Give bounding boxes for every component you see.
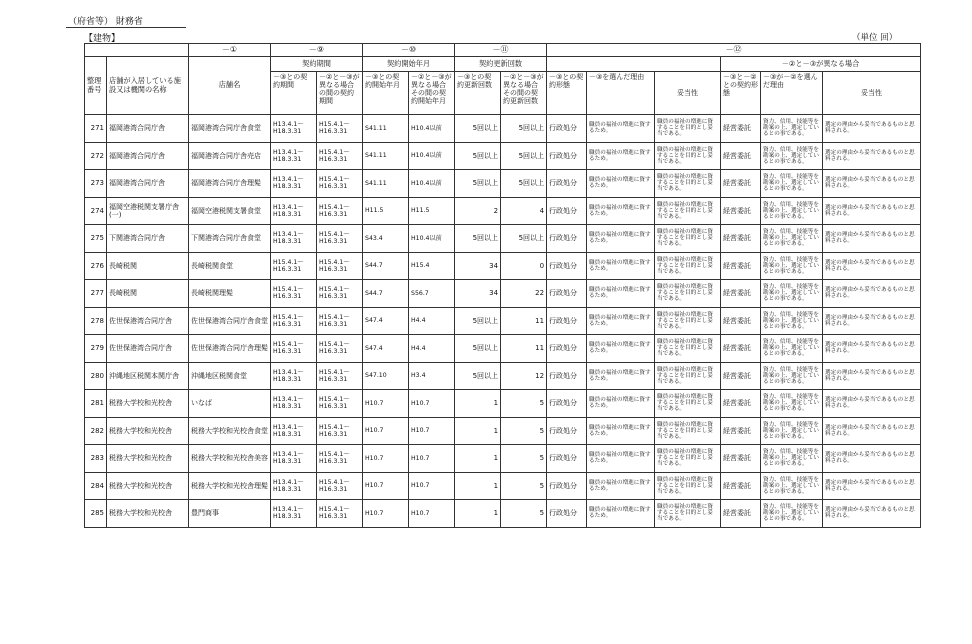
cell-start-23: S56.7 xyxy=(409,280,455,308)
cell-validity-2: 選定の理由から妥当であるものと思料される。 xyxy=(823,142,921,170)
cell-facility-name: 福岡港湾合同庁舎 xyxy=(107,142,189,170)
cell-store-name: 福岡港湾合同庁舎理髪 xyxy=(189,170,271,198)
cell-reason-3: 職員の福祉の増進に資するため。 xyxy=(587,417,655,445)
cell-row-number: 279 xyxy=(85,335,107,363)
cell-facility-name: 下関港湾合同庁舎 xyxy=(107,225,189,253)
cell-form-23: 経営委託 xyxy=(721,115,761,143)
cell-period-3: H13.4.1～H18.3.31 xyxy=(271,115,317,143)
cell-validity-2: 選定の理由から妥当であるものと思料される。 xyxy=(823,472,921,500)
header-renew-3: －③との契約更新回数 xyxy=(455,72,501,115)
table-row xyxy=(85,280,921,308)
cell-reason-23: 資力、信用、技能等を勘案の上、選定しているとの事である。 xyxy=(761,472,823,500)
table-row xyxy=(85,500,921,528)
cell-row-number: 283 xyxy=(85,445,107,473)
cell-renew-23: 0 xyxy=(501,252,547,280)
cell-validity: 職員の福祉の増進に資することを目的とし妥当である。 xyxy=(655,417,721,445)
cell-store-name: 下関港湾合同庁舎食堂 xyxy=(189,225,271,253)
cell-start-23: H10.7 xyxy=(409,417,455,445)
cell-renew-3: 1 xyxy=(455,472,501,500)
header-diff: －②と－③が異なる場合 xyxy=(721,57,921,72)
cell-form-3: 行政処分 xyxy=(547,307,587,335)
cell-start-3: H11.5 xyxy=(363,197,409,225)
cell-period-23: H15.4.1～H16.3.31 xyxy=(317,417,363,445)
cell-validity-2: 選定の理由から妥当であるものと思料される。 xyxy=(823,225,921,253)
cell-validity-2: 選定の理由から妥当であるものと思料される。 xyxy=(823,417,921,445)
cell-renew-23: 5回以上 xyxy=(501,225,547,253)
table-row xyxy=(85,197,921,225)
cell-form-23: 経営委託 xyxy=(721,362,761,390)
cell-row-number: 285 xyxy=(85,500,107,528)
cell-period-3: H13.4.1～H18.3.31 xyxy=(271,417,317,445)
cell-form-23: 経営委託 xyxy=(721,197,761,225)
cell-store-name: 税務大学校和光校舎理髪 xyxy=(189,472,271,500)
cell-reason-3: 職員の福祉の増進に資するため。 xyxy=(587,252,655,280)
cell-form-23: 経営委託 xyxy=(721,307,761,335)
cell-form-3: 行政処分 xyxy=(547,142,587,170)
cell-validity-2: 選定の理由から妥当であるものと思料される。 xyxy=(823,252,921,280)
cell-period-3: H13.4.1～H18.3.31 xyxy=(271,142,317,170)
cell-form-3: 行政処分 xyxy=(547,280,587,308)
cell-form-3: 行政処分 xyxy=(547,390,587,418)
cell-reason-23: 資力、信用、技能等を勘案の上、選定しているとの事である。 xyxy=(761,390,823,418)
table-row xyxy=(85,362,921,390)
cell-facility-name: 長崎税関 xyxy=(107,280,189,308)
cell-period-23: H15.4.1～H16.3.31 xyxy=(317,225,363,253)
cell-form-3: 行政処分 xyxy=(547,252,587,280)
cell-period-23: H15.4.1～H16.3.31 xyxy=(317,252,363,280)
table-row xyxy=(85,252,921,280)
cell-period-23: H15.4.1～H16.3.31 xyxy=(317,500,363,528)
header-period-23: －②と－③が異なる場合の間の契約期間 xyxy=(317,72,363,115)
cell-renew-23: 12 xyxy=(501,362,547,390)
cell-store-name: 福岡港湾合同庁舎食堂 xyxy=(189,115,271,143)
cell-reason-23: 資力、信用、技能等を勘案の上、選定しているとの事である。 xyxy=(761,225,823,253)
cell-facility-name: 税務大学校和光校舎 xyxy=(107,472,189,500)
cell-renew-23: 5回以上 xyxy=(501,170,547,198)
cell-facility-name: 佐世保港湾合同庁舎 xyxy=(107,307,189,335)
cell-start-23: H4.4 xyxy=(409,335,455,363)
cell-form-3: 行政処分 xyxy=(547,197,587,225)
cell-start-3: H10.7 xyxy=(363,417,409,445)
cell-row-number: 274 xyxy=(85,197,107,225)
cell-row-number: 273 xyxy=(85,170,107,198)
cell-facility-name: 税務大学校和光校舎 xyxy=(107,500,189,528)
table-row xyxy=(85,472,921,500)
cell-period-3: H15.4.1～H16.3.31 xyxy=(271,335,317,363)
cell-store-name: 豊門商事 xyxy=(189,500,271,528)
contract-table xyxy=(84,43,921,528)
cell-form-3: 行政処分 xyxy=(547,417,587,445)
cell-period-3: H13.4.1～H18.3.31 xyxy=(271,225,317,253)
cell-reason-3: 職員の福祉の増進に資するため。 xyxy=(587,390,655,418)
header-renew-23: －②と－③が異なる場合その間の契約更新回数 xyxy=(501,72,547,115)
header-start-3: －③との契約開始年月 xyxy=(363,72,409,115)
cell-form-3: 行政処分 xyxy=(547,225,587,253)
cell-start-23: H10.7 xyxy=(409,472,455,500)
cell-renew-3: 5回以上 xyxy=(455,362,501,390)
cell-validity-2: 選定の理由から妥当であるものと思料される。 xyxy=(823,197,921,225)
cell-renew-23: 5回以上 xyxy=(501,115,547,143)
cell-validity: 職員の福祉の増進に資することを目的とし妥当である。 xyxy=(655,362,721,390)
cell-renew-3: 1 xyxy=(455,500,501,528)
cell-reason-23: 資力、信用、技能等を勘案の上、選定しているとの事である。 xyxy=(761,115,823,143)
cell-start-3: S41.11 xyxy=(363,115,409,143)
header-blank-12 xyxy=(547,57,721,72)
cell-renew-23: 5回以上 xyxy=(501,142,547,170)
cell-reason-23: 資力、信用、技能等を勘案の上、選定しているとの事である。 xyxy=(761,280,823,308)
cell-row-number: 277 xyxy=(85,280,107,308)
cell-reason-23: 資力、信用、技能等を勘案の上、選定しているとの事である。 xyxy=(761,417,823,445)
cell-facility-name: 福岡港湾合同庁舎 xyxy=(107,115,189,143)
cell-reason-3: 職員の福祉の増進に資するため。 xyxy=(587,500,655,528)
cell-form-23: 経営委託 xyxy=(721,280,761,308)
cell-row-number: 276 xyxy=(85,252,107,280)
cell-validity-2: 選定の理由から妥当であるものと思料される。 xyxy=(823,307,921,335)
header-group-12: －⑫ xyxy=(547,44,921,57)
cell-start-3: H10.7 xyxy=(363,390,409,418)
cell-form-3: 行政処分 xyxy=(547,170,587,198)
cell-period-3: H15.4.1～H16.3.31 xyxy=(271,280,317,308)
cell-validity-2: 選定の理由から妥当であるものと思料される。 xyxy=(823,115,921,143)
cell-period-3: H15.4.1～H16.3.31 xyxy=(271,252,317,280)
header-group-10: －⑩ xyxy=(363,44,455,57)
cell-renew-3: 34 xyxy=(455,280,501,308)
cell-validity: 職員の福祉の増進に資することを目的とし妥当である。 xyxy=(655,500,721,528)
cell-renew-3: 2 xyxy=(455,197,501,225)
cell-row-number: 284 xyxy=(85,472,107,500)
cell-row-number: 271 xyxy=(85,115,107,143)
header-group-11: －⑪ xyxy=(455,44,547,57)
table-row xyxy=(85,115,921,143)
cell-form-23: 経営委託 xyxy=(721,500,761,528)
cell-validity-2: 選定の理由から妥当であるものと思料される。 xyxy=(823,500,921,528)
cell-facility-name: 福岡空港税関支署庁舎(一) xyxy=(107,197,189,225)
table-row xyxy=(85,142,921,170)
header-facility: 店舗が入居している施設又は機関の名称 xyxy=(107,57,189,115)
cell-row-number: 278 xyxy=(85,307,107,335)
cell-renew-3: 5回以上 xyxy=(455,307,501,335)
cell-period-23: H15.4.1～H16.3.31 xyxy=(317,142,363,170)
cell-reason-23: 資力、信用、技能等を勘案の上、選定しているとの事である。 xyxy=(761,170,823,198)
cell-form-3: 行政処分 xyxy=(547,335,587,363)
cell-renew-23: 11 xyxy=(501,307,547,335)
cell-period-23: H15.4.1～H16.3.31 xyxy=(317,390,363,418)
cell-start-3: S47.4 xyxy=(363,307,409,335)
cell-form-23: 経営委託 xyxy=(721,225,761,253)
cell-reason-3: 職員の福祉の増進に資するため。 xyxy=(587,445,655,473)
cell-form-23: 経営委託 xyxy=(721,472,761,500)
cell-start-23: H10.4以前 xyxy=(409,115,455,143)
cell-start-3: S47.10 xyxy=(363,362,409,390)
cell-store-name: 佐世保港湾合同庁舎理髪 xyxy=(189,335,271,363)
cell-start-3: H10.7 xyxy=(363,472,409,500)
cell-reason-3: 職員の福祉の増進に資するため。 xyxy=(587,142,655,170)
cell-validity: 職員の福祉の増進に資することを目的とし妥当である。 xyxy=(655,280,721,308)
cell-facility-name: 長崎税関 xyxy=(107,252,189,280)
cell-period-3: H13.4.1～H18.3.31 xyxy=(271,170,317,198)
cell-start-3: S44.7 xyxy=(363,280,409,308)
cell-renew-23: 4 xyxy=(501,197,547,225)
cell-renew-23: 5 xyxy=(501,390,547,418)
header-start-23: －②と－③が異なる場合その間の契約開始年月 xyxy=(409,72,455,115)
cell-renew-3: 1 xyxy=(455,445,501,473)
cell-row-number: 275 xyxy=(85,225,107,253)
cell-reason-3: 職員の福祉の増進に資するため。 xyxy=(587,362,655,390)
cell-validity: 職員の福祉の増進に資することを目的とし妥当である。 xyxy=(655,335,721,363)
header-period-3: －③との契約期間 xyxy=(271,72,317,115)
cell-row-number: 280 xyxy=(85,362,107,390)
cell-renew-3: 1 xyxy=(455,417,501,445)
cell-validity: 職員の福祉の増進に資することを目的とし妥当である。 xyxy=(655,142,721,170)
cell-renew-3: 34 xyxy=(455,252,501,280)
cell-renew-3: 5回以上 xyxy=(455,142,501,170)
cell-start-3: S44.7 xyxy=(363,252,409,280)
cell-period-23: H15.4.1～H16.3.31 xyxy=(317,472,363,500)
cell-period-3: H13.4.1～H18.3.31 xyxy=(271,472,317,500)
cell-store-name: 沖縄地区税関食堂 xyxy=(189,362,271,390)
cell-validity-2: 選定の理由から妥当であるものと思料される。 xyxy=(823,170,921,198)
cell-start-23: H10.7 xyxy=(409,390,455,418)
cell-validity: 職員の福祉の増進に資することを目的とし妥当である。 xyxy=(655,115,721,143)
cell-reason-3: 職員の福祉の増進に資するため。 xyxy=(587,225,655,253)
header-form-3: －③との契約形態 xyxy=(547,72,587,115)
cell-form-3: 行政処分 xyxy=(547,500,587,528)
cell-start-23: H10.7 xyxy=(409,445,455,473)
category-label: 【建物】 xyxy=(84,34,121,44)
cell-facility-name: 佐世保港湾合同庁舎 xyxy=(107,335,189,363)
cell-row-number: 272 xyxy=(85,142,107,170)
ministry-label: （府省等） 財務省 xyxy=(68,17,143,27)
cell-reason-23: 資力、信用、技能等を勘案の上、選定しているとの事である。 xyxy=(761,445,823,473)
cell-validity: 職員の福祉の増進に資することを目的とし妥当である。 xyxy=(655,225,721,253)
cell-store-name: 福岡空港税関支署食堂 xyxy=(189,197,271,225)
cell-start-3: S41.11 xyxy=(363,170,409,198)
table-row xyxy=(85,417,921,445)
header-validity-2: 妥当性 xyxy=(823,72,921,115)
cell-facility-name: 福岡港湾合同庁舎 xyxy=(107,170,189,198)
cell-reason-3: 職員の福祉の増進に資するため。 xyxy=(587,335,655,363)
header-blank xyxy=(85,44,189,57)
cell-period-23: H15.4.1～H16.3.31 xyxy=(317,362,363,390)
cell-period-3: H13.4.1～H18.3.31 xyxy=(271,197,317,225)
cell-reason-23: 資力、信用、技能等を勘案の上、選定しているとの事である。 xyxy=(761,197,823,225)
cell-reason-23: 資力、信用、技能等を勘案の上、選定しているとの事である。 xyxy=(761,335,823,363)
cell-renew-3: 5回以上 xyxy=(455,170,501,198)
cell-form-23: 経営委託 xyxy=(721,335,761,363)
cell-store-name: いなば xyxy=(189,390,271,418)
cell-start-23: H11.5 xyxy=(409,197,455,225)
cell-validity: 職員の福祉の増進に資することを目的とし妥当である。 xyxy=(655,390,721,418)
cell-facility-name: 税務大学校和光校舎 xyxy=(107,390,189,418)
cell-validity-2: 選定の理由から妥当であるものと思料される。 xyxy=(823,335,921,363)
table-row xyxy=(85,225,921,253)
cell-renew-3: 5回以上 xyxy=(455,115,501,143)
cell-form-3: 行政処分 xyxy=(547,362,587,390)
table-row xyxy=(85,335,921,363)
cell-start-23: H10.4以前 xyxy=(409,142,455,170)
cell-renew-3: 5回以上 xyxy=(455,225,501,253)
cell-renew-23: 5 xyxy=(501,472,547,500)
cell-validity-2: 選定の理由から妥当であるものと思料される。 xyxy=(823,390,921,418)
table-row xyxy=(85,445,921,473)
cell-reason-23: 資力、信用、技能等を勘案の上、選定しているとの事である。 xyxy=(761,142,823,170)
cell-form-23: 経営委託 xyxy=(721,417,761,445)
cell-reason-3: 職員の福祉の増進に資するため。 xyxy=(587,280,655,308)
cell-validity: 職員の福祉の増進に資することを目的とし妥当である。 xyxy=(655,445,721,473)
cell-reason-3: 職員の福祉の増進に資するため。 xyxy=(587,197,655,225)
cell-period-3: H15.4.1～H16.3.31 xyxy=(271,307,317,335)
cell-start-23: H4.4 xyxy=(409,307,455,335)
cell-start-3: S43.4 xyxy=(363,225,409,253)
cell-store-name: 佐世保港湾合同庁舎食堂 xyxy=(189,307,271,335)
header-contract-period: 契約期間 xyxy=(271,57,363,72)
cell-period-23: H15.4.1～H16.3.31 xyxy=(317,307,363,335)
cell-form-23: 経営委託 xyxy=(721,445,761,473)
cell-store-name: 長崎税関理髪 xyxy=(189,280,271,308)
cell-reason-23: 資力、信用、技能等を勘案の上、選定しているとの事である。 xyxy=(761,362,823,390)
cell-store-name: 福岡港湾合同庁舎売店 xyxy=(189,142,271,170)
cell-start-3: S47.4 xyxy=(363,335,409,363)
header-reason-23: －③が－②を選んだ理由 xyxy=(761,72,823,115)
cell-row-number: 282 xyxy=(85,417,107,445)
header-row-titles xyxy=(85,57,921,72)
cell-reason-3: 職員の福祉の増進に資するため。 xyxy=(587,472,655,500)
cell-period-23: H15.4.1～H16.3.31 xyxy=(317,197,363,225)
cell-reason-3: 職員の福祉の増進に資するため。 xyxy=(587,170,655,198)
cell-store-name: 長崎税関食堂 xyxy=(189,252,271,280)
cell-renew-23: 11 xyxy=(501,335,547,363)
cell-store-name: 税務大学校和光校舎美容 xyxy=(189,445,271,473)
cell-period-3: H13.4.1～H18.3.31 xyxy=(271,390,317,418)
header-form-23: －③と－②との契約形態 xyxy=(721,72,761,115)
cell-validity-2: 選定の理由から妥当であるものと思料される。 xyxy=(823,445,921,473)
cell-form-23: 経営委託 xyxy=(721,170,761,198)
cell-form-23: 経営委託 xyxy=(721,142,761,170)
cell-validity: 職員の福祉の増進に資することを目的とし妥当である。 xyxy=(655,307,721,335)
cell-period-3: H13.4.1～H18.3.31 xyxy=(271,362,317,390)
header-no: 整理番号 xyxy=(85,57,107,115)
cell-reason-23: 資力、信用、技能等を勘案の上、選定しているとの事である。 xyxy=(761,307,823,335)
table-row xyxy=(85,307,921,335)
cell-period-3: H13.4.1～H18.3.31 xyxy=(271,500,317,528)
header-row-groups xyxy=(85,44,921,57)
cell-start-3: S41.11 xyxy=(363,142,409,170)
cell-form-3: 行政処分 xyxy=(547,115,587,143)
table-row xyxy=(85,170,921,198)
cell-validity: 職員の福祉の増進に資することを目的とし妥当である。 xyxy=(655,472,721,500)
cell-start-3: H10.7 xyxy=(363,445,409,473)
table-body xyxy=(85,115,921,528)
cell-start-3: H10.7 xyxy=(363,500,409,528)
cell-renew-3: 1 xyxy=(455,390,501,418)
cell-reason-23: 資力、信用、技能等を勘案の上、選定しているとの事である。 xyxy=(761,500,823,528)
unit-label: （単位 回） xyxy=(852,33,898,43)
cell-renew-23: 5 xyxy=(501,445,547,473)
cell-store-name: 税務大学校和光校舎食堂 xyxy=(189,417,271,445)
cell-facility-name: 税務大学校和光校舎 xyxy=(107,445,189,473)
cell-start-23: H10.4以前 xyxy=(409,170,455,198)
cell-period-23: H15.4.1～H16.3.31 xyxy=(317,335,363,363)
cell-renew-3: 5回以上 xyxy=(455,335,501,363)
cell-row-number: 281 xyxy=(85,390,107,418)
cell-reason-23: 資力、信用、技能等を勘案の上、選定しているとの事である。 xyxy=(761,252,823,280)
cell-validity-2: 選定の理由から妥当であるものと思料される。 xyxy=(823,280,921,308)
cell-form-23: 経営委託 xyxy=(721,252,761,280)
cell-reason-3: 職員の福祉の増進に資するため。 xyxy=(587,307,655,335)
cell-renew-23: 5 xyxy=(501,417,547,445)
cell-renew-23: 5 xyxy=(501,500,547,528)
cell-start-23: H3.4 xyxy=(409,362,455,390)
header-group-9: －⑨ xyxy=(271,44,363,57)
cell-renew-23: 22 xyxy=(501,280,547,308)
cell-period-23: H15.4.1～H16.3.31 xyxy=(317,115,363,143)
cell-form-23: 経営委託 xyxy=(721,390,761,418)
cell-validity: 職員の福祉の増進に資することを目的とし妥当である。 xyxy=(655,170,721,198)
cell-form-3: 行政処分 xyxy=(547,445,587,473)
cell-start-23: H15.4 xyxy=(409,252,455,280)
cell-start-23: H10.4以前 xyxy=(409,225,455,253)
table-row xyxy=(85,390,921,418)
cell-start-23: H10.7 xyxy=(409,500,455,528)
header-renewal-count: 契約更新回数 xyxy=(455,57,547,72)
header-validity: 妥当性 xyxy=(655,72,721,115)
ministry-underline xyxy=(66,27,186,28)
cell-form-3: 行政処分 xyxy=(547,472,587,500)
header-contract-start: 契約開始年月 xyxy=(363,57,455,72)
header-group-1: －① xyxy=(189,44,271,57)
cell-facility-name: 沖縄地区税関本関庁舎 xyxy=(107,362,189,390)
header-store: 店舗名 xyxy=(189,57,271,115)
cell-period-23: H15.4.1～H16.3.31 xyxy=(317,445,363,473)
header-reason-3: －③を選んだ理由 xyxy=(587,72,655,115)
cell-validity: 職員の福祉の増進に資することを目的とし妥当である。 xyxy=(655,252,721,280)
cell-period-3: H13.4.1～H18.3.31 xyxy=(271,445,317,473)
cell-reason-3: 職員の福祉の増進に資するため。 xyxy=(587,115,655,143)
cell-facility-name: 税務大学校和光校舎 xyxy=(107,417,189,445)
cell-validity: 職員の福祉の増進に資することを目的とし妥当である。 xyxy=(655,197,721,225)
cell-period-23: H15.4.1～H16.3.31 xyxy=(317,170,363,198)
cell-validity-2: 選定の理由から妥当であるものと思料される。 xyxy=(823,362,921,390)
cell-period-23: H15.4.1～H16.3.31 xyxy=(317,280,363,308)
